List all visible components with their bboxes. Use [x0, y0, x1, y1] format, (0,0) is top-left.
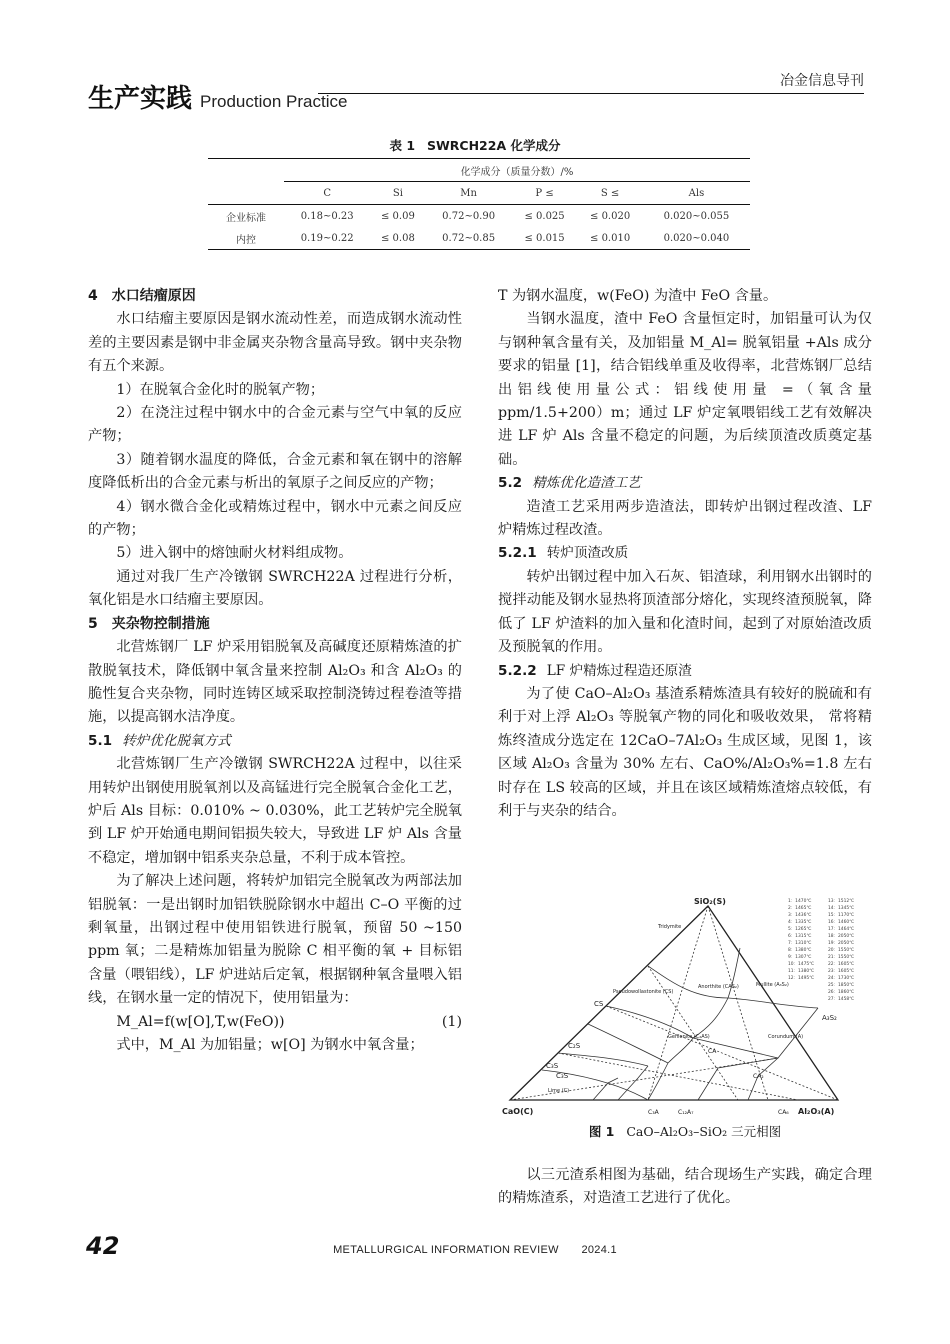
heading-text: LF 炉精炼过程造还原渣 [546, 662, 692, 679]
paragraph: 式中，M_Al 为加铝量；w[O] 为钢水中氧含量； [116, 1037, 424, 1053]
legend-entry: 19：2050℃ [828, 941, 855, 946]
paragraph: 当钢水温度，渣中 FeO 含量恒定时，加铝量可认为仅与钢种氧含量有关，及加铝量 M_Al= 脱氧铝量 +Als 成分要求的铝量 [1]，结合铝线单重及收得率，北营炼钢厂总结出铝线使用量公式：铝线使用量 =（氧含量 ppm/1.5+200）m；通过 LF 炉定氧喂铝线工艺有效解决进 LF 炉 Als 含量不稳定的问题，为后续顶渣改质奠定基础。 [498, 311, 872, 468]
diagram-phase-label: Anorthite (CAS₂) [698, 984, 739, 990]
diagram-corner-label: Al₂O₃(A) [798, 1107, 835, 1116]
right-column-bottom [498, 1164, 872, 1211]
footer-journal: METALLURGICAL INFORMATION REVIEW 2024.1 [333, 1244, 617, 1256]
diagram-phase-label: C₃S [546, 1062, 559, 1070]
legend-entry: 5：1265℃ [788, 927, 812, 932]
diagram-phase-label: Tridymite [658, 924, 682, 930]
table-col-header: S ≤ [577, 182, 643, 205]
diagram-phase-label: CA₂ [753, 1073, 764, 1080]
legend-entry: 18：2050℃ [828, 934, 855, 939]
diagram-phase-label: C₂S [568, 1042, 581, 1050]
diagram-phase-label: Lime (C) [548, 1088, 570, 1094]
paragraph: 北营炼钢厂 LF 炉采用铝脱氧及高碱度还原精炼渣的扩散脱氧技术，降低钢中氧含量来控制 Al₂O₃ 和含 Al₂O₃ 的脆性复合夹杂物，同时连铸区域采取控制浇铸过程卷渣等措施，以提高钢水洁净度。 [88, 639, 462, 726]
heading-text: 转炉优化脱氧方式 [122, 732, 231, 749]
heading-number: 5.2.1 [498, 545, 537, 562]
diagram-phase-label: Corundum (A) [768, 1034, 804, 1040]
equation-1 [88, 1011, 462, 1034]
equation-number: (1) [441, 1013, 462, 1030]
figure-1 [498, 888, 872, 1120]
legend-entry: 20：1550℃ [828, 948, 855, 953]
diagram-phase-label: C₃S [556, 1072, 569, 1080]
table-cell: 0.020~0.040 [643, 227, 750, 250]
paragraph: 北营炼钢厂生产冷镦钢 SWRCH22A 过程中，以往采用转炉出钢使用脱氧剂以及高锰进行完全脱氧合金化工艺，炉后 Als 目标：0.010% ~ 0.030%，此工艺转炉完全脱氧到 LF 炉开始通电期间铝损失较大，导致进 LF 炉 Als 含量不稳定，增加钢中铝系夹杂总量，不利于成本管控。 [88, 756, 462, 866]
diagram-phase-label: C₁₂A₇ [678, 1109, 694, 1116]
list-item: 1）在脱氧合金化时的脱氧产物； [116, 381, 325, 398]
legend-entry: 8：1380℃ [788, 948, 812, 953]
legend-entry: 26：1860℃ [828, 990, 855, 995]
legend-entry: 14：1345℃ [828, 906, 855, 911]
composition-table [208, 158, 750, 250]
table-col-header: C [284, 182, 370, 205]
diagram-phase-label: Gehlenite (C₂AS) [668, 1034, 710, 1040]
section-title-en: Production Practice [200, 92, 348, 111]
paragraph: T 为钢水温度，w(FeO) 为渣中 FeO 含量。 [498, 288, 778, 304]
heading-number: 5.2.2 [498, 662, 537, 679]
heading-number: 5.1 [88, 732, 113, 749]
list-item: 5）进入钢中的熔蚀耐火材料组成物。 [116, 545, 353, 562]
paragraph: 转炉出钢过程中加入石灰、铝渣球，利用钢水出钢时的搅拌动能及钢水显热将顶渣部分熔化，实现终渣预脱氧，降低了 LF 炉渣料的加入量和化渣时间，起到了对原始渣改质及预脱氧的作用。 [498, 568, 872, 656]
heading-section-5-2 [498, 472, 872, 495]
diagram-apex-label: SiO₂(S) [694, 897, 726, 906]
legend-entry: 10：1475℃ [788, 962, 815, 967]
diagram-phase-label: Pseudowollastonite (CS) [613, 989, 674, 995]
table-cell: 0.18~0.23 [300, 210, 354, 222]
table-cell: ≤ 0.010 [577, 227, 643, 250]
list-item: 4）钢水微合金化或精炼过程中，钢水中元素之间反应的产物； [88, 498, 462, 539]
legend-entry: 15：1170℃ [828, 913, 855, 918]
section-title-zh: 生产实践 [88, 84, 193, 114]
table-cell: ≤ 0.020 [590, 210, 631, 222]
legend-entry: 25：1850℃ [828, 983, 855, 988]
legend-entry: 12：1495℃ [788, 976, 815, 981]
diagram-phase-label: CA₆ [778, 1109, 789, 1116]
row-label: 内控 [208, 227, 284, 250]
heading-section-5-2-1 [498, 542, 872, 565]
heading-text: 转炉顶渣改质 [546, 545, 629, 562]
list-item: 3）随着钢水温度的降低，合金元素和氧在钢中的溶解度降低析出的合金元素与析出的氧原子之间反应的产物； [88, 451, 462, 492]
table-caption [0, 136, 950, 154]
table-cell: ≤ 0.09 [380, 210, 415, 222]
legend-entry: 7：1310℃ [788, 941, 812, 946]
legend-entry: 24：1730℃ [828, 976, 855, 981]
figure-caption [498, 1122, 872, 1140]
legend-entry: 1：1470℃ [788, 899, 812, 904]
paragraph: 水口结瘤主要原因是钢水流动性差，而造成钢水流动性差的主要因素是钢中非金属夹杂物含量高导致。钢中夹杂物有五个来源。 [88, 311, 462, 375]
header-rule [318, 93, 864, 94]
equation-body: M_Al=f(w[O],T,w(FeO)) [116, 1013, 285, 1030]
ternary-phase-diagram [498, 888, 872, 1120]
heading-section-5-2-2 [498, 660, 872, 683]
legend-entry: 6：1315℃ [788, 934, 812, 939]
diagram-phase-label: Mullite (A₃S₂) [756, 982, 789, 988]
left-column [88, 285, 462, 1057]
table-row [208, 205, 750, 228]
table-cell: ≤ 0.015 [512, 227, 578, 250]
diagram-phase-label: C₃A [648, 1109, 659, 1116]
heading-section-5-1 [88, 730, 462, 753]
legend-entry: 17：1464℃ [828, 927, 855, 932]
table-cell: ≤ 0.025 [524, 210, 565, 222]
table-col-header: Als [643, 182, 750, 205]
diagram-phase-label: CA [708, 1048, 717, 1055]
legend-entry: 22：1605℃ [828, 962, 855, 967]
journal-name: 冶金信息导刊 [780, 73, 864, 89]
table-group-header: 化学成分（质量分数）/% [284, 159, 750, 182]
legend-entry: 27：1458℃ [828, 997, 855, 1002]
table-row [208, 227, 750, 250]
table-cell: 0.020~0.055 [663, 210, 730, 222]
legend-entry: 23：1605℃ [828, 969, 855, 974]
legend-entry: 21：1550℃ [828, 955, 855, 960]
page-number: 42 [86, 1232, 120, 1260]
heading-section-4: 4 水口结瘤原因 [88, 288, 196, 304]
legend-entry: 4：1335℃ [788, 920, 812, 925]
paragraph: 造渣工艺采用两步造渣法，即转炉出钢过程改渣、LF 炉精炼过程改渣。 [498, 498, 872, 539]
table-caption-text: SWRCH22A 化学成分 [427, 138, 561, 153]
list-item: 2）在浇注过程中钢水中的合金元素与空气中氧的反应产物； [88, 405, 462, 445]
table-cell: 0.72~0.90 [442, 210, 496, 222]
row-label: 企业标准 [226, 212, 266, 224]
legend-entry: 9：1307℃ [788, 955, 812, 960]
legend-entry: 2：1465℃ [788, 906, 812, 911]
diagram-phase-label: A₃S₂ [822, 1014, 837, 1022]
legend-entry: 11：1380℃ [788, 969, 815, 974]
legend-entry: 3：1436℃ [788, 913, 812, 918]
paragraph: 以三元渣系相图为基础，结合现场生产实践，确定合理的精炼渣系，对造渣工艺进行了优化。 [498, 1167, 872, 1207]
paragraph: 为了使 CaO–Al₂O₃ 基渣系精炼渣具有较好的脱硫和有利于对上浮 Al₂O₃ 等脱氧产物的同化和吸收效果， 常将精炼终渣成分选定在 12CaO–7Al₂O₃ 生成区域，见图 1，该区域 Al₂O₃ 含量为 30% 左右、CaO%/Al₂O₃%=1.8 左右时存在 LS 较高的区域，并且在该区域精炼渣熔点较低，有利于与夹杂的结合。 [498, 685, 872, 819]
legend-entry: 16：1460℃ [828, 920, 855, 925]
right-column [498, 285, 872, 823]
section-title [88, 78, 347, 115]
legend-entry: 13：1512℃ [828, 899, 855, 904]
table-cell: 0.19~0.22 [284, 227, 370, 250]
table-col-header: P ≤ [512, 182, 578, 205]
table-col-header: Si [370, 182, 425, 205]
paragraph: 为了解决上述问题，将转炉加铝完全脱氧改为两部法加铝脱氧：一是出钢时加铝铁脱除钢水中超出 C–O 平衡的过剩氧量，出钢过程中使用铝铁进行脱氧，预留 50 ~150 ppm 氧；二是精炼加铝量为脱除 C 相平衡的氧 + 目标铝含量（喂铝线），LF 炉进站后定氧，根据钢种氧含量喂入铝线，在钢水量一定的情况下，使用铝量为： [88, 873, 462, 1007]
table-cell: ≤ 0.08 [370, 227, 425, 250]
paragraph: 通过对我厂生产冷镦钢 SWRCH22A 过程进行分析，氧化铝是水口结瘤主要原因。 [88, 568, 462, 609]
heading-number: 5.2 [498, 475, 523, 492]
diagram-corner-label: CaO(C) [502, 1107, 534, 1116]
heading-section-5: 5 夹杂物控制措施 [88, 615, 210, 632]
diagram-phase-label: CS [594, 1000, 604, 1008]
table-caption-num: 表 1 [389, 138, 416, 153]
table-col-header: Mn [425, 182, 511, 205]
heading-text: 精炼优化造渣工艺 [532, 475, 641, 492]
figure-caption-num: 图 1 [588, 1124, 615, 1139]
table-cell: 0.72~0.85 [425, 227, 511, 250]
figure-caption-text: CaO–Al₂O₃–SiO₂ 三元相图 [626, 1124, 782, 1139]
